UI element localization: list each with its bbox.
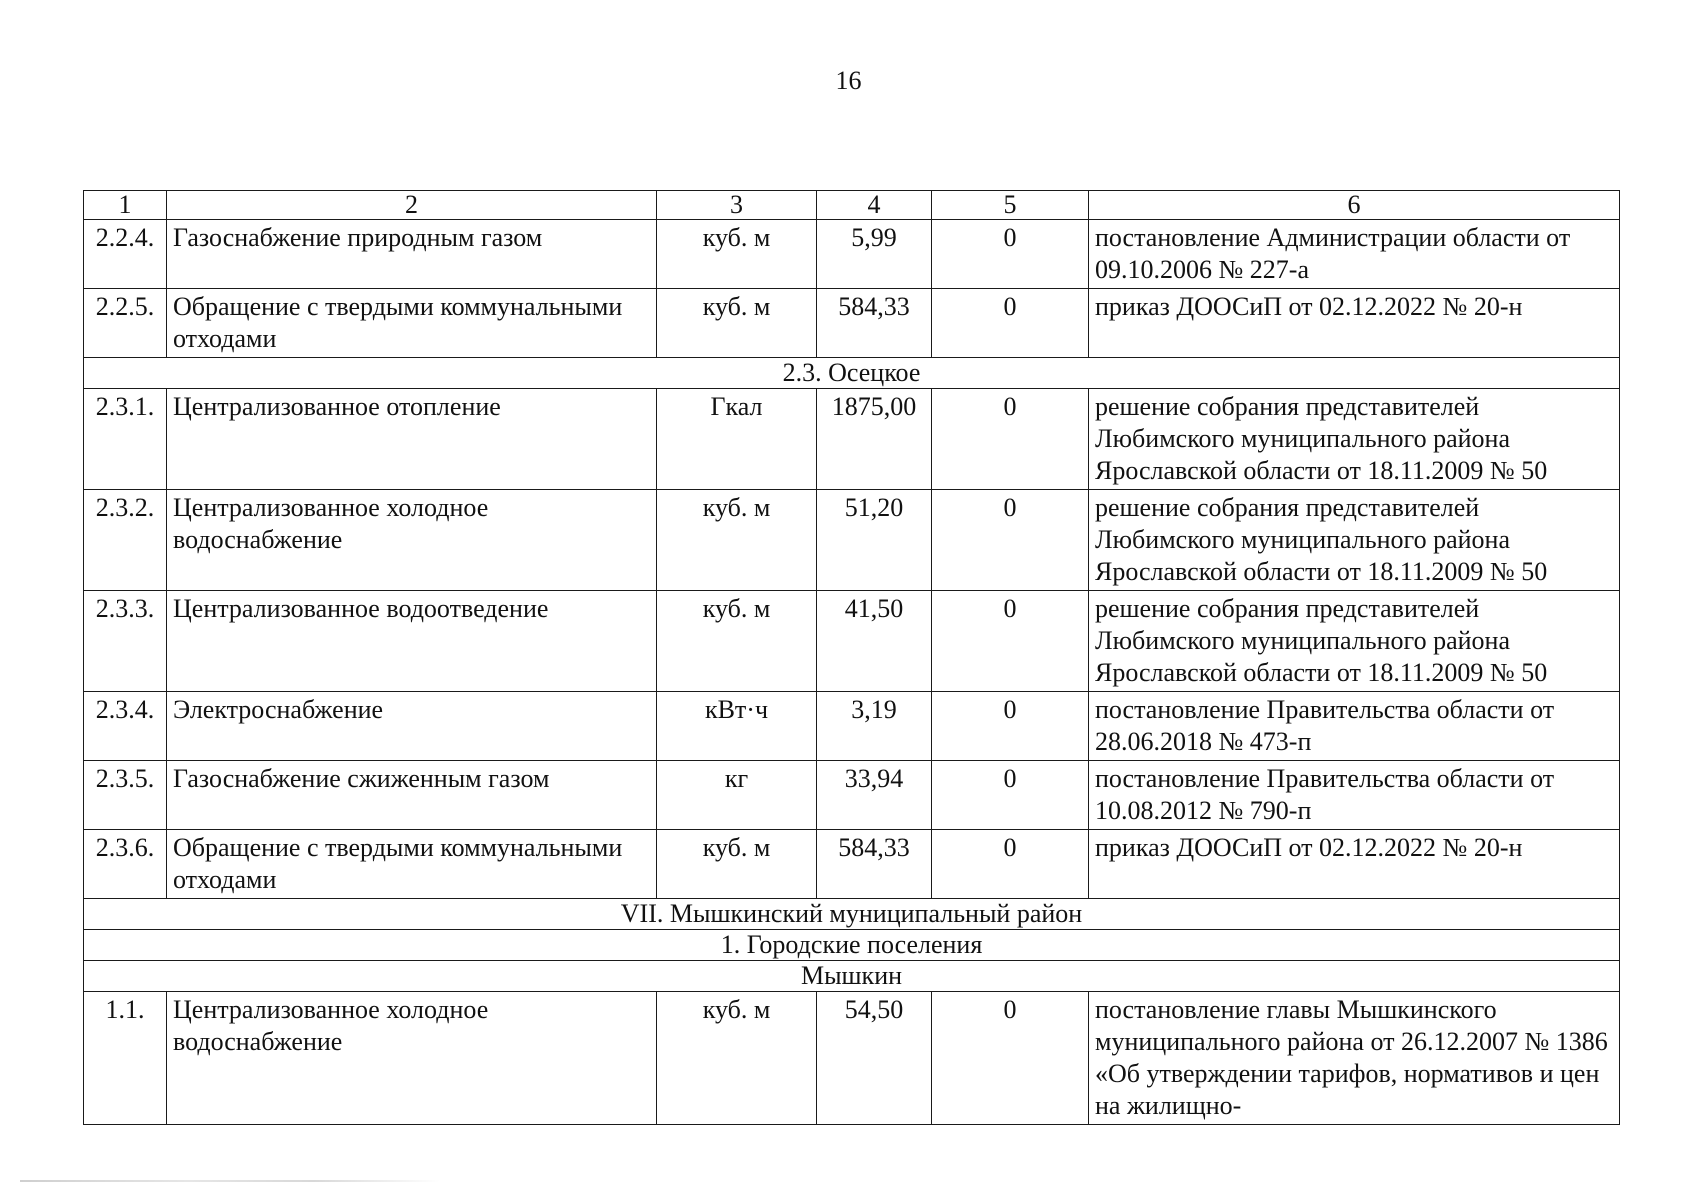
zero-value: 0 xyxy=(932,992,1089,1125)
scan-artifact xyxy=(20,1180,440,1182)
section-title: Мышкин xyxy=(84,961,1620,992)
unit-of-measure: Гкал xyxy=(657,389,817,490)
unit-of-measure: кВт·ч xyxy=(657,692,817,761)
zero-value: 0 xyxy=(932,389,1089,490)
row-number: 2.3.1. xyxy=(84,389,167,490)
table-row xyxy=(84,220,1620,289)
norm-value: 33,94 xyxy=(817,761,932,830)
unit-of-measure: куб. м xyxy=(657,591,817,692)
service-name: Централизованное холодное водоснабжение xyxy=(167,992,657,1125)
table-header-row xyxy=(84,191,1620,220)
unit-of-measure: кг xyxy=(657,761,817,830)
page-number: 16 xyxy=(835,66,862,95)
norm-value: 3,19 xyxy=(817,692,932,761)
table-row xyxy=(84,761,1620,830)
legal-basis: приказ ДООСиП от 02.12.2022 № 20-н xyxy=(1089,289,1620,358)
unit-of-measure: куб. м xyxy=(657,992,817,1125)
unit-of-measure: куб. м xyxy=(657,289,817,358)
section-title: 2.3. Осецкое xyxy=(84,358,1620,389)
norm-value: 54,50 xyxy=(817,992,932,1125)
zero-value: 0 xyxy=(932,490,1089,591)
row-number: 2.2.5. xyxy=(84,289,167,358)
unit-of-measure: куб. м xyxy=(657,830,817,899)
row-number: 2.3.6. xyxy=(84,830,167,899)
service-name: Централизованное холодное водоснабжение xyxy=(167,490,657,591)
legal-basis: решение собрания представителей Любимского муниципального района Ярославской области от 18.11.2009 № 50 xyxy=(1089,389,1620,490)
tariff-table xyxy=(83,190,1620,1125)
zero-value: 0 xyxy=(932,830,1089,899)
service-name: Газоснабжение природным газом xyxy=(167,220,657,289)
zero-value: 0 xyxy=(932,692,1089,761)
norm-value: 51,20 xyxy=(817,490,932,591)
header-cell-6: 6 xyxy=(1089,191,1620,220)
legal-basis: постановление Правительства области от 10.08.2012 № 790-п xyxy=(1089,761,1620,830)
norm-value: 584,33 xyxy=(817,289,932,358)
header-cell-2: 2 xyxy=(167,191,657,220)
table-row xyxy=(84,830,1620,899)
row-number: 2.2.4. xyxy=(84,220,167,289)
section-row xyxy=(84,358,1620,389)
service-name: Обращение с твердыми коммунальными отходами xyxy=(167,289,657,358)
section-row xyxy=(84,930,1620,961)
norm-value: 1875,00 xyxy=(817,389,932,490)
header-cell-5: 5 xyxy=(932,191,1089,220)
table-row xyxy=(84,490,1620,591)
service-name: Централизованное отопление xyxy=(167,389,657,490)
service-name: Обращение с твердыми коммунальными отходами xyxy=(167,830,657,899)
row-number: 2.3.3. xyxy=(84,591,167,692)
section-row xyxy=(84,899,1620,930)
service-name: Централизованное водоотведение xyxy=(167,591,657,692)
table-row xyxy=(84,289,1620,358)
table-row xyxy=(84,692,1620,761)
section-row xyxy=(84,961,1620,992)
legal-basis: решение собрания представителей Любимского муниципального района Ярославской области от 18.11.2009 № 50 xyxy=(1089,591,1620,692)
section-title: 1. Городские поселения xyxy=(84,930,1620,961)
section-title: VII. Мышкинский муниципальный район xyxy=(84,899,1620,930)
table-row xyxy=(84,992,1620,1125)
service-name: Электроснабжение xyxy=(167,692,657,761)
legal-basis: приказ ДООСиП от 02.12.2022 № 20-н xyxy=(1089,830,1620,899)
unit-of-measure: куб. м xyxy=(657,220,817,289)
header-cell-4: 4 xyxy=(817,191,932,220)
zero-value: 0 xyxy=(932,289,1089,358)
zero-value: 0 xyxy=(932,220,1089,289)
row-number: 2.3.4. xyxy=(84,692,167,761)
table-row xyxy=(84,591,1620,692)
unit-of-measure: куб. м xyxy=(657,490,817,591)
legal-basis: постановление Правительства области от 28.06.2018 № 473-п xyxy=(1089,692,1620,761)
header-cell-1: 1 xyxy=(84,191,167,220)
norm-value: 41,50 xyxy=(817,591,932,692)
norm-value: 584,33 xyxy=(817,830,932,899)
legal-basis: решение собрания представителей Любимского муниципального района Ярославской области от 18.11.2009 № 50 xyxy=(1089,490,1620,591)
zero-value: 0 xyxy=(932,591,1089,692)
row-number: 2.3.2. xyxy=(84,490,167,591)
legal-basis: постановление Администрации области от 09.10.2006 № 227-а xyxy=(1089,220,1620,289)
service-name: Газоснабжение сжиженным газом xyxy=(167,761,657,830)
table-row xyxy=(84,389,1620,490)
row-number: 1.1. xyxy=(84,992,167,1125)
header-cell-3: 3 xyxy=(657,191,817,220)
legal-basis: постановление главы Мышкинского муниципального района от 26.12.2007 № 1386 «Об утверждении тарифов, нормативов и цен на жилищно- xyxy=(1089,992,1620,1125)
norm-value: 5,99 xyxy=(817,220,932,289)
zero-value: 0 xyxy=(932,761,1089,830)
row-number: 2.3.5. xyxy=(84,761,167,830)
